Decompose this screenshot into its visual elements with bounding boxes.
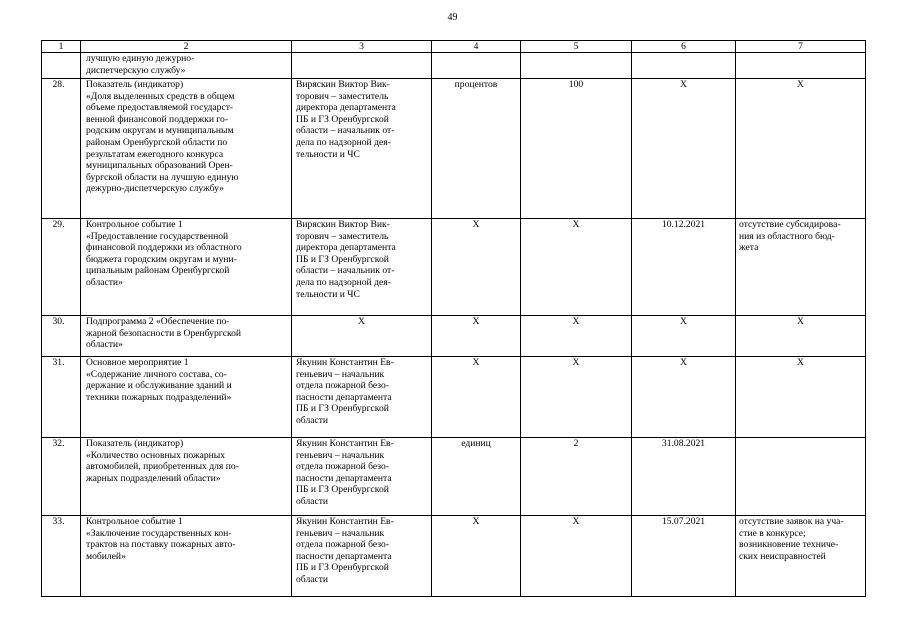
column-header: 5 <box>521 41 632 53</box>
row-value: 2 <box>521 438 632 516</box>
row-number: 28. <box>42 79 81 219</box>
row-unit <box>432 53 521 79</box>
row-value: 100 <box>521 79 632 219</box>
row-date: Х <box>632 79 736 219</box>
row-date: 31.08.2021 <box>632 438 736 516</box>
row-date: Х <box>632 316 736 357</box>
table-row <box>42 516 866 597</box>
row-unit: Х <box>432 219 521 316</box>
row-responsible <box>292 53 432 79</box>
row-name: Подпрограмма 2 «Обеспечение по- жарной безопасности в Оренбургской области» <box>81 316 292 357</box>
row-number: 32. <box>42 438 81 516</box>
row-name: Показатель (индикатор) «Доля выделенных средств в общем объеме предоставляемой государст- венной финансовой поддержки го- родским округам и муниципальным районам Оренбургской области по результатам ежегодного конкурса муниципальных образований Орен- бургской области на лучшую единую дежурно-диспетчерскую службу» <box>81 79 292 219</box>
row-note: Х <box>736 357 866 438</box>
row-note: отсутствие субсидирова- ния из областного бюд- жета <box>736 219 866 316</box>
row-unit: Х <box>432 316 521 357</box>
table-row <box>42 53 866 79</box>
column-header: 2 <box>81 41 292 53</box>
row-name: Основное мероприятие 1 «Содержание личного состава, со- держание и обслуживание зданий и техники пожарных подразделений» <box>81 357 292 438</box>
page-number: 49 <box>447 12 458 23</box>
row-name: Показатель (индикатор) «Количество основных пожарных автомобилей, приобретенных для по- жарных подразделений области» <box>81 438 292 516</box>
row-responsible: Якунин Константин Ев- геньевич – начальник отдела пожарной безо- пасности департамента ПБ и ГЗ Оренбургской области <box>292 357 432 438</box>
row-responsible: Якунин Константин Ев- геньевич – начальник отдела пожарной безо- пасности департамента ПБ и ГЗ Оренбургской области <box>292 516 432 597</box>
row-value: Х <box>521 316 632 357</box>
row-number <box>42 53 81 79</box>
row-number: 31. <box>42 357 81 438</box>
row-name: Контрольное событие 1 «Предоставление государственной финансовой поддержки из областного бюджета городским округам и муни- ципальным районам Оренбургской области» <box>81 219 292 316</box>
column-header: 4 <box>432 41 521 53</box>
row-value: Х <box>521 219 632 316</box>
row-date: Х <box>632 357 736 438</box>
row-responsible: Якунин Константин Ев- геньевич – начальник отдела пожарной безо- пасности департамента ПБ и ГЗ Оренбургской области <box>292 438 432 516</box>
row-value: Х <box>521 357 632 438</box>
row-responsible: Х <box>292 316 432 357</box>
table-row <box>42 79 866 219</box>
column-header: 6 <box>632 41 736 53</box>
row-note <box>736 438 866 516</box>
row-value: Х <box>521 516 632 597</box>
header-row <box>42 41 866 53</box>
row-unit: процентов <box>432 79 521 219</box>
column-header: 3 <box>292 41 432 53</box>
table-row <box>42 357 866 438</box>
row-date <box>632 53 736 79</box>
table-row <box>42 438 866 516</box>
column-header: 1 <box>42 41 81 53</box>
row-note: Х <box>736 79 866 219</box>
row-note: Х <box>736 316 866 357</box>
row-unit: единиц <box>432 438 521 516</box>
row-name: Контрольное событие 1 «Заключение государственных кон- трактов на поставку пожарных авто- мобилей» <box>81 516 292 597</box>
row-number: 30. <box>42 316 81 357</box>
document-table <box>41 40 866 597</box>
row-number: 33. <box>42 516 81 597</box>
row-responsible: Виряскин Виктор Вик- торович – заместитель директора департамента ПБ и ГЗ Оренбургской области – начальник от- дела по надзорной дея- тельности и ЧС <box>292 79 432 219</box>
row-date: 15.07.2021 <box>632 516 736 597</box>
row-note <box>736 53 866 79</box>
row-number: 29. <box>42 219 81 316</box>
table-row <box>42 316 866 357</box>
row-name: лучшую единую дежурно- диспетчерскую службу» <box>81 53 292 79</box>
table-row <box>42 219 866 316</box>
row-responsible: Виряскин Виктор Вик- торович – заместитель директора департамента ПБ и ГЗ Оренбургской области – начальник от- дела по надзорной дея- тельности и ЧС <box>292 219 432 316</box>
row-value <box>521 53 632 79</box>
row-unit: Х <box>432 516 521 597</box>
column-header: 7 <box>736 41 866 53</box>
row-note: отсутствие заявок на уча- стие в конкурсе; возникновение техниче- ских неисправностей <box>736 516 866 597</box>
row-date: 10.12.2021 <box>632 219 736 316</box>
row-unit: Х <box>432 357 521 438</box>
